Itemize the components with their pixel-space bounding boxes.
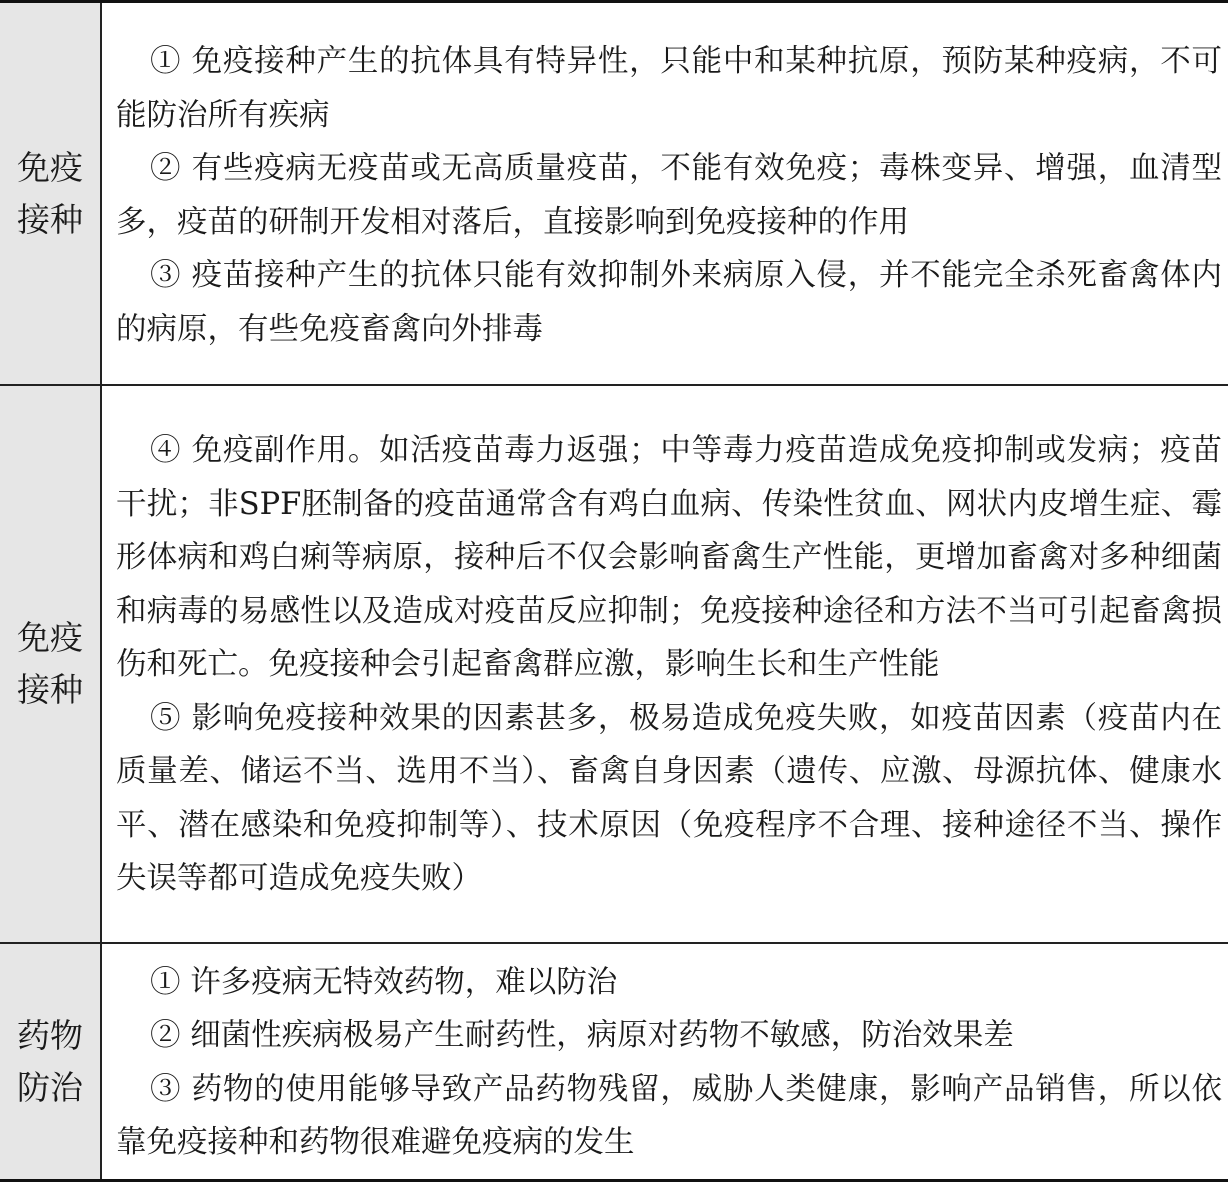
row-label: 药物防治 <box>17 1015 83 1107</box>
row-label-cell <box>0 386 102 942</box>
paragraph: ③ 疫苗接种产生的抗体只能有效抑制外来病原入侵，并不能完全杀死畜禽体内的病原，有些免疫畜禽向外排毒 <box>116 258 1222 347</box>
paragraph: ⑤ 影响免疫接种效果的因素甚多，极易造成免疫失败，如疫苗因素（疫苗内在质量差、储运不当、选用不当）、畜禽自身因素（遗传、应激、母源抗体、健康水平、潜在感染和免疫抑制等）、技术原因（免疫程序不合理、接种途径不当、操作失误等都可造成免疫失败） <box>116 700 1222 897</box>
row-content-cell <box>102 3 1228 384</box>
paragraph: ② 细菌性疾病极易产生耐药性，病原对药物不敏感，防治效果差 <box>150 1018 1014 1053</box>
row-label-cell <box>0 944 102 1179</box>
row-label-cell <box>0 3 102 384</box>
row-content-cell <box>102 944 1228 1179</box>
row-label: 免疫接种 <box>17 618 83 709</box>
paragraph: ① 许多疫病无特效药物，难以防治 <box>150 964 618 1000</box>
paragraph: ② 有些疫病无疫苗或无高质量疫苗，不能有效免疫；毒株变异、增强，血清型多，疫苗的研制开发相对落后，直接影响到免疫接种的作用 <box>116 151 1222 240</box>
table-row-3 <box>0 944 1228 1179</box>
paragraph: ① 免疫接种产生的抗体具有特异性，只能中和某种抗原，预防某种疫病，不可能防治所有疾病 <box>116 44 1222 133</box>
row-content-cell <box>102 386 1228 942</box>
table-row-1 <box>0 3 1228 384</box>
paragraph: ④ 免疫副作用。如活疫苗毒力返强；中等毒力疫苗造成免疫抑制或发病；疫苗干扰；非SPF胚制备的疫苗通常含有鸡白血病、传染性贫血、网状内皮增生症、霉形体病和鸡白痢等病原，接种后不仅会影响畜禽生产性能，更增加畜禽对多种细菌和病毒的易感性以及造成对疫苗反应抑制；免疫接种途径和方法不当可引起畜禽损伤和死亡。免疫接种会引起畜禽群应激，影响生长和生产性能 <box>116 433 1222 683</box>
row-label: 免疫接种 <box>17 147 83 239</box>
table-row-2 <box>0 386 1228 942</box>
paragraph: ③ 药物的使用能够导致产品药物残留，威胁人类健康，影响产品销售，所以依靠免疫接种和药物很难避免疫病的发生 <box>116 1071 1222 1160</box>
